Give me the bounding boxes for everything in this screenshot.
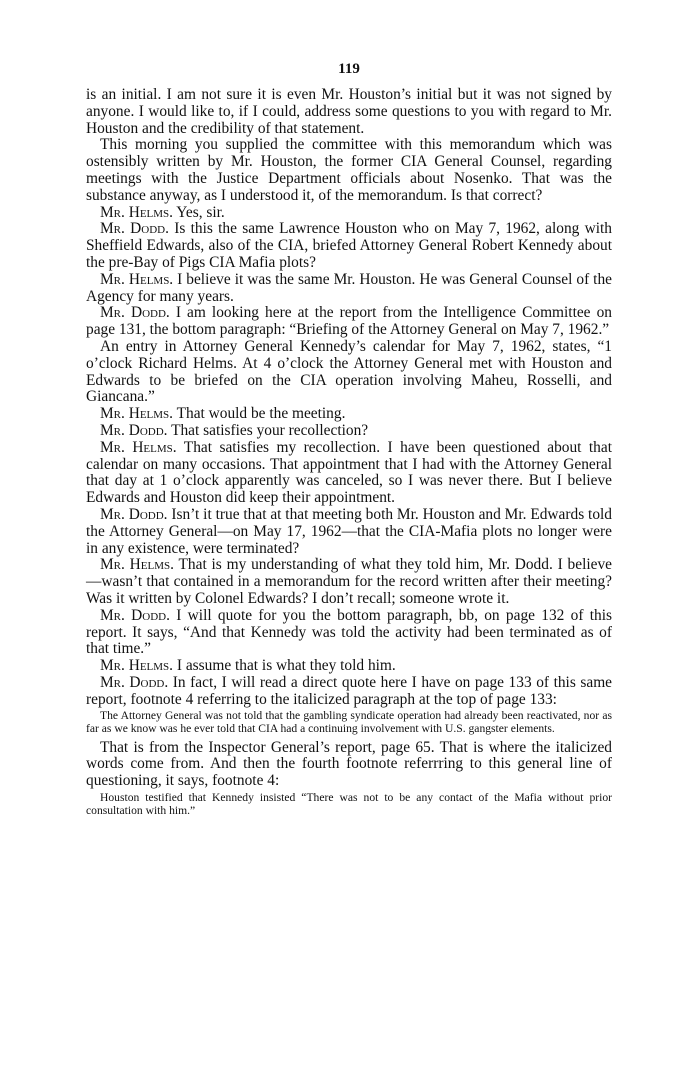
speaker-label: Mr. Helms. [100,270,174,288]
paragraph-6 [86,305,612,339]
paragraph-text: That is my understanding of what they told him, Mr. Dodd. I believe—wasn’t that contained in a memorandum for the record written after their meeting? Was it written by Colonel Edwards? I don’t recall; someone wrote it. [86,556,612,607]
paragraph-9 [86,423,612,440]
paragraph-4 [86,221,612,271]
paragraph-text: I believe it was the same Mr. Houston. He was General Counsel of the Agency for many years. [86,270,612,305]
paragraph-text: In fact, I will read a direct quote here I have on page 133 of this same report, footnote 4 referring to the italicized paragraph at the top of page 133: [86,673,613,708]
paragraph-10 [86,440,612,507]
speaker-label: Mr. Dodd. [100,220,169,238]
paragraph-text: I will quote for you the bottom paragraph, bb, on page 132 of this report. It says, “And that Kennedy was told the activity had been terminated as of that time.” [86,606,612,658]
paragraph-13 [86,608,612,658]
speaker-label: Mr. Dodd. [100,606,170,624]
paragraph-text: is an initial. I am not sure it is even Mr. Houston’s initial but it was not signed by anyone. I would like to, if I could, address some questions to you with regard to Mr. Houston and the credibility of that statement. [86,86,612,137]
paragraph-text: Yes, sir. [173,203,225,221]
paragraph-text: That satisfies my recollection. I have been questioned about that calendar on many occasions. That appointment that I had with the Attorney General that day at 1 o’clock apparently was canceled, so I was never there. But I believe Edwards and Houston did keep their appointment. [86,438,612,507]
paragraph-8 [86,406,612,423]
body-text [86,87,612,817]
speaker-label: Mr. Dodd. [100,505,168,523]
speaker-label: Mr. Dodd. [100,673,169,691]
paragraph-2 [86,137,612,204]
paragraph-text: Is this the same Lawrence Houston who on May 7, 1962, along with Sheffield Edwards, also of the CIA, briefed Attorney General Robert Kennedy about the pre-Bay of Pigs CIA Mafia plots? [86,220,613,271]
block-quote-inspector-general: The Attorney General was not told that the gambling syndicate operation had already been reactivated, nor as far as we know was he ever told that CIA had a continuing involvement with U.S. gangster elements. [86,709,612,736]
paragraph-text: This morning you supplied the committee with this memorandum which was ostensibly written by Mr. Houston, the former CIA General Counsel, regarding meetings with the Justice Department officials about Nosenko. That was the substance anyway, as I understood it, of the memorandum. Is that correct? [86,136,612,204]
paragraph-text: An entry in Attorney General Kennedy’s calendar for May 7, 1962, states, “1 o’clock Richard Helms. At 4 o’clock the Attorney General met with Houston and Edwards to be briefed on the CIA operation involving Maheu, Rosselli, and Giancana.” [86,337,612,406]
paragraph-11 [86,507,612,557]
paragraph-14 [86,658,612,675]
speaker-label: Mr. Helms. [100,556,174,574]
speaker-label: Mr. Helms. [100,405,174,423]
paragraph-15 [86,675,612,709]
speaker-label: Mr. Dodd. [100,421,168,439]
document-page [86,60,612,821]
paragraph-12 [86,557,612,607]
paragraph-3 [86,205,612,222]
page-number: 119 [338,61,360,77]
paragraph-after-quote: That is from the Inspector General’s report, page 65. That is where the italicized words come from. And then the fourth footnote referrring to this general line of questioning, it says, footnote 4: [86,738,612,790]
speaker-label: Mr. Helms. [100,438,177,456]
paragraph-7 [86,339,612,406]
paragraph-text: I assume that is what they told him. [173,657,396,675]
paragraph-text: That would be the meeting. [173,405,346,423]
paragraph-5 [86,272,612,306]
paragraph-text: I am looking here at the report from the Intelligence Committee on page 131, the bottom paragraph: “Briefing of the Attorney General on May 7, 1962.” [86,304,612,339]
paragraph-text: Isn’t it true that at that meeting both Mr. Houston and Mr. Edwards told the Attorney General—on May 17, 1962—that the CIA-Mafia plots no longer were in any existence, were terminated? [86,505,612,557]
speaker-label: Mr. Helms. [100,203,174,221]
speaker-label: Mr. Dodd. [100,304,170,322]
paragraph-1 [86,87,612,137]
speaker-label: Mr. Helms. [100,657,174,675]
block-quote-houston-testimony: Houston testified that Kennedy insisted “There was not to be any contact of the Mafia without prior consultation with him.” [86,791,612,817]
paragraph-text: That satisfies your recollection? [167,421,369,439]
